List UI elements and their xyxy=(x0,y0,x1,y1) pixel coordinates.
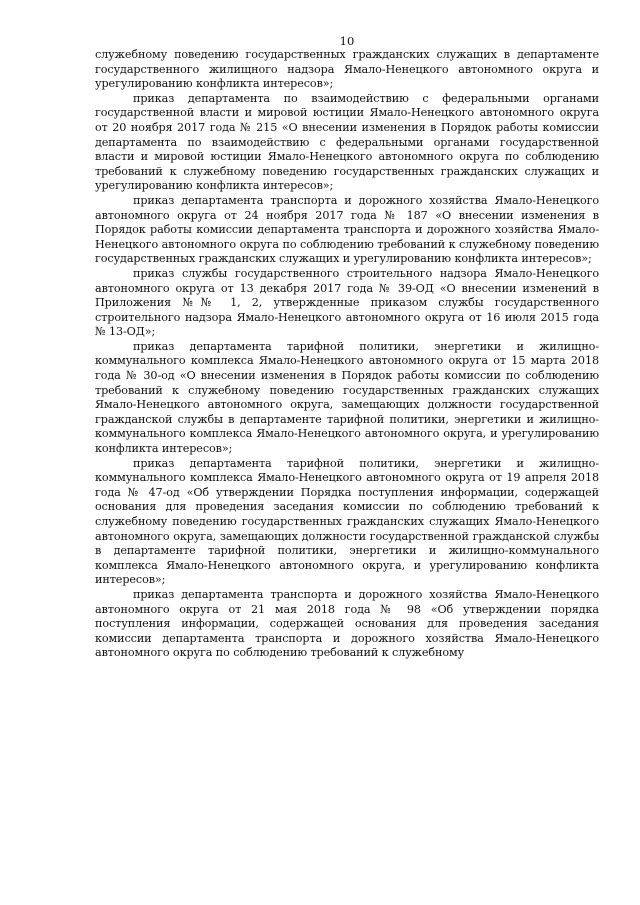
paragraph: приказ департамента тарифной политики, энергетики и жилищно-коммунального комплекса Ямало-Ненецкого автономного округа от 19 апреля 2018 года № 47-од «Об утверждении Порядка поступления информации, содержащей основания для проведения заседания комиссии по соблюдению требований к служебному поведению государственных гражданских служащих Ямало-Ненецкого автономного округа, замещающих должности государственной гражданской службы в департаменте тарифной политики, энергетики и жилищно-коммунального комплекса Ямало-Ненецкого автономного округа, и урегулированию конфликта интересов»; xyxy=(95,456,599,587)
paragraph: приказ департамента тарифной политики, энергетики и жилищно-коммунального комплекса Ямало-Ненецкого автономного округа от 15 марта 2018 года № 30-од «О внесении изменения в Порядок работы комиссии по соблюдению требований к служебному поведению государственных гражданских служащих Ямало-Ненецкого автономного округа, замещающих должности государственной гражданской службы в департаменте тарифной политики, энергетики и жилищно-коммунального комплекса Ямало-Ненецкого автономного округа, и урегулированию конфликта интересов»; xyxy=(95,339,599,456)
paragraph: приказ службы государственного строительного надзора Ямало-Ненецкого автономного округа от 13 декабря 2017 года № 39-ОД «О внесении изменений в Приложения №№ 1, 2, утвержденные приказом службы государственного строительного надзора Ямало-Ненецкого автономного округа от 16 июля 2015 года № 13-ОД»; xyxy=(95,266,599,339)
paragraph: приказ департамента по взаимодействию с федеральными органами государственной власти и мировой юстиции Ямало-Ненецкого автономного округа от 20 ноября 2017 года № 215 «О внесении изменения в Порядок работы комиссии департамента по взаимодействию с федеральными органами государственной власти и мировой юстиции Ямало-Ненецкого автономного округа по соблюдению требований к служебному поведению государственных гражданских служащих и урегулированию конфликта интересов»; xyxy=(95,91,599,193)
paragraph: приказ департамента транспорта и дорожного хозяйства Ямало-Ненецкого автономного округа от 24 ноября 2017 года № 187 «О внесении изменения в Порядок работы комиссии департамента транспорта и дорожного хозяйства Ямало-Ненецкого автономного округа по соблюдению требований к служебному поведению государственных гражданских служащих и урегулированию конфликта интересов»; xyxy=(95,193,599,266)
paragraph: приказ департамента транспорта и дорожного хозяйства Ямало-Ненецкого автономного округа от 21 мая 2018 года № 98 «Об утверждении порядка поступления информации, содержащей основания для проведения заседания комиссии департамента транспорта и дорожного хозяйства Ямало-Ненецкого автономного округа по соблюдению требований к служебному xyxy=(95,587,599,660)
paragraph: служебному поведению государственных гражданских служащих в департаменте государственного жилищного надзора Ямало-Ненецкого автономного округа и урегулированию конфликта интересов»; xyxy=(95,48,599,91)
document-body xyxy=(95,48,599,661)
page-number: 10 xyxy=(339,34,355,48)
